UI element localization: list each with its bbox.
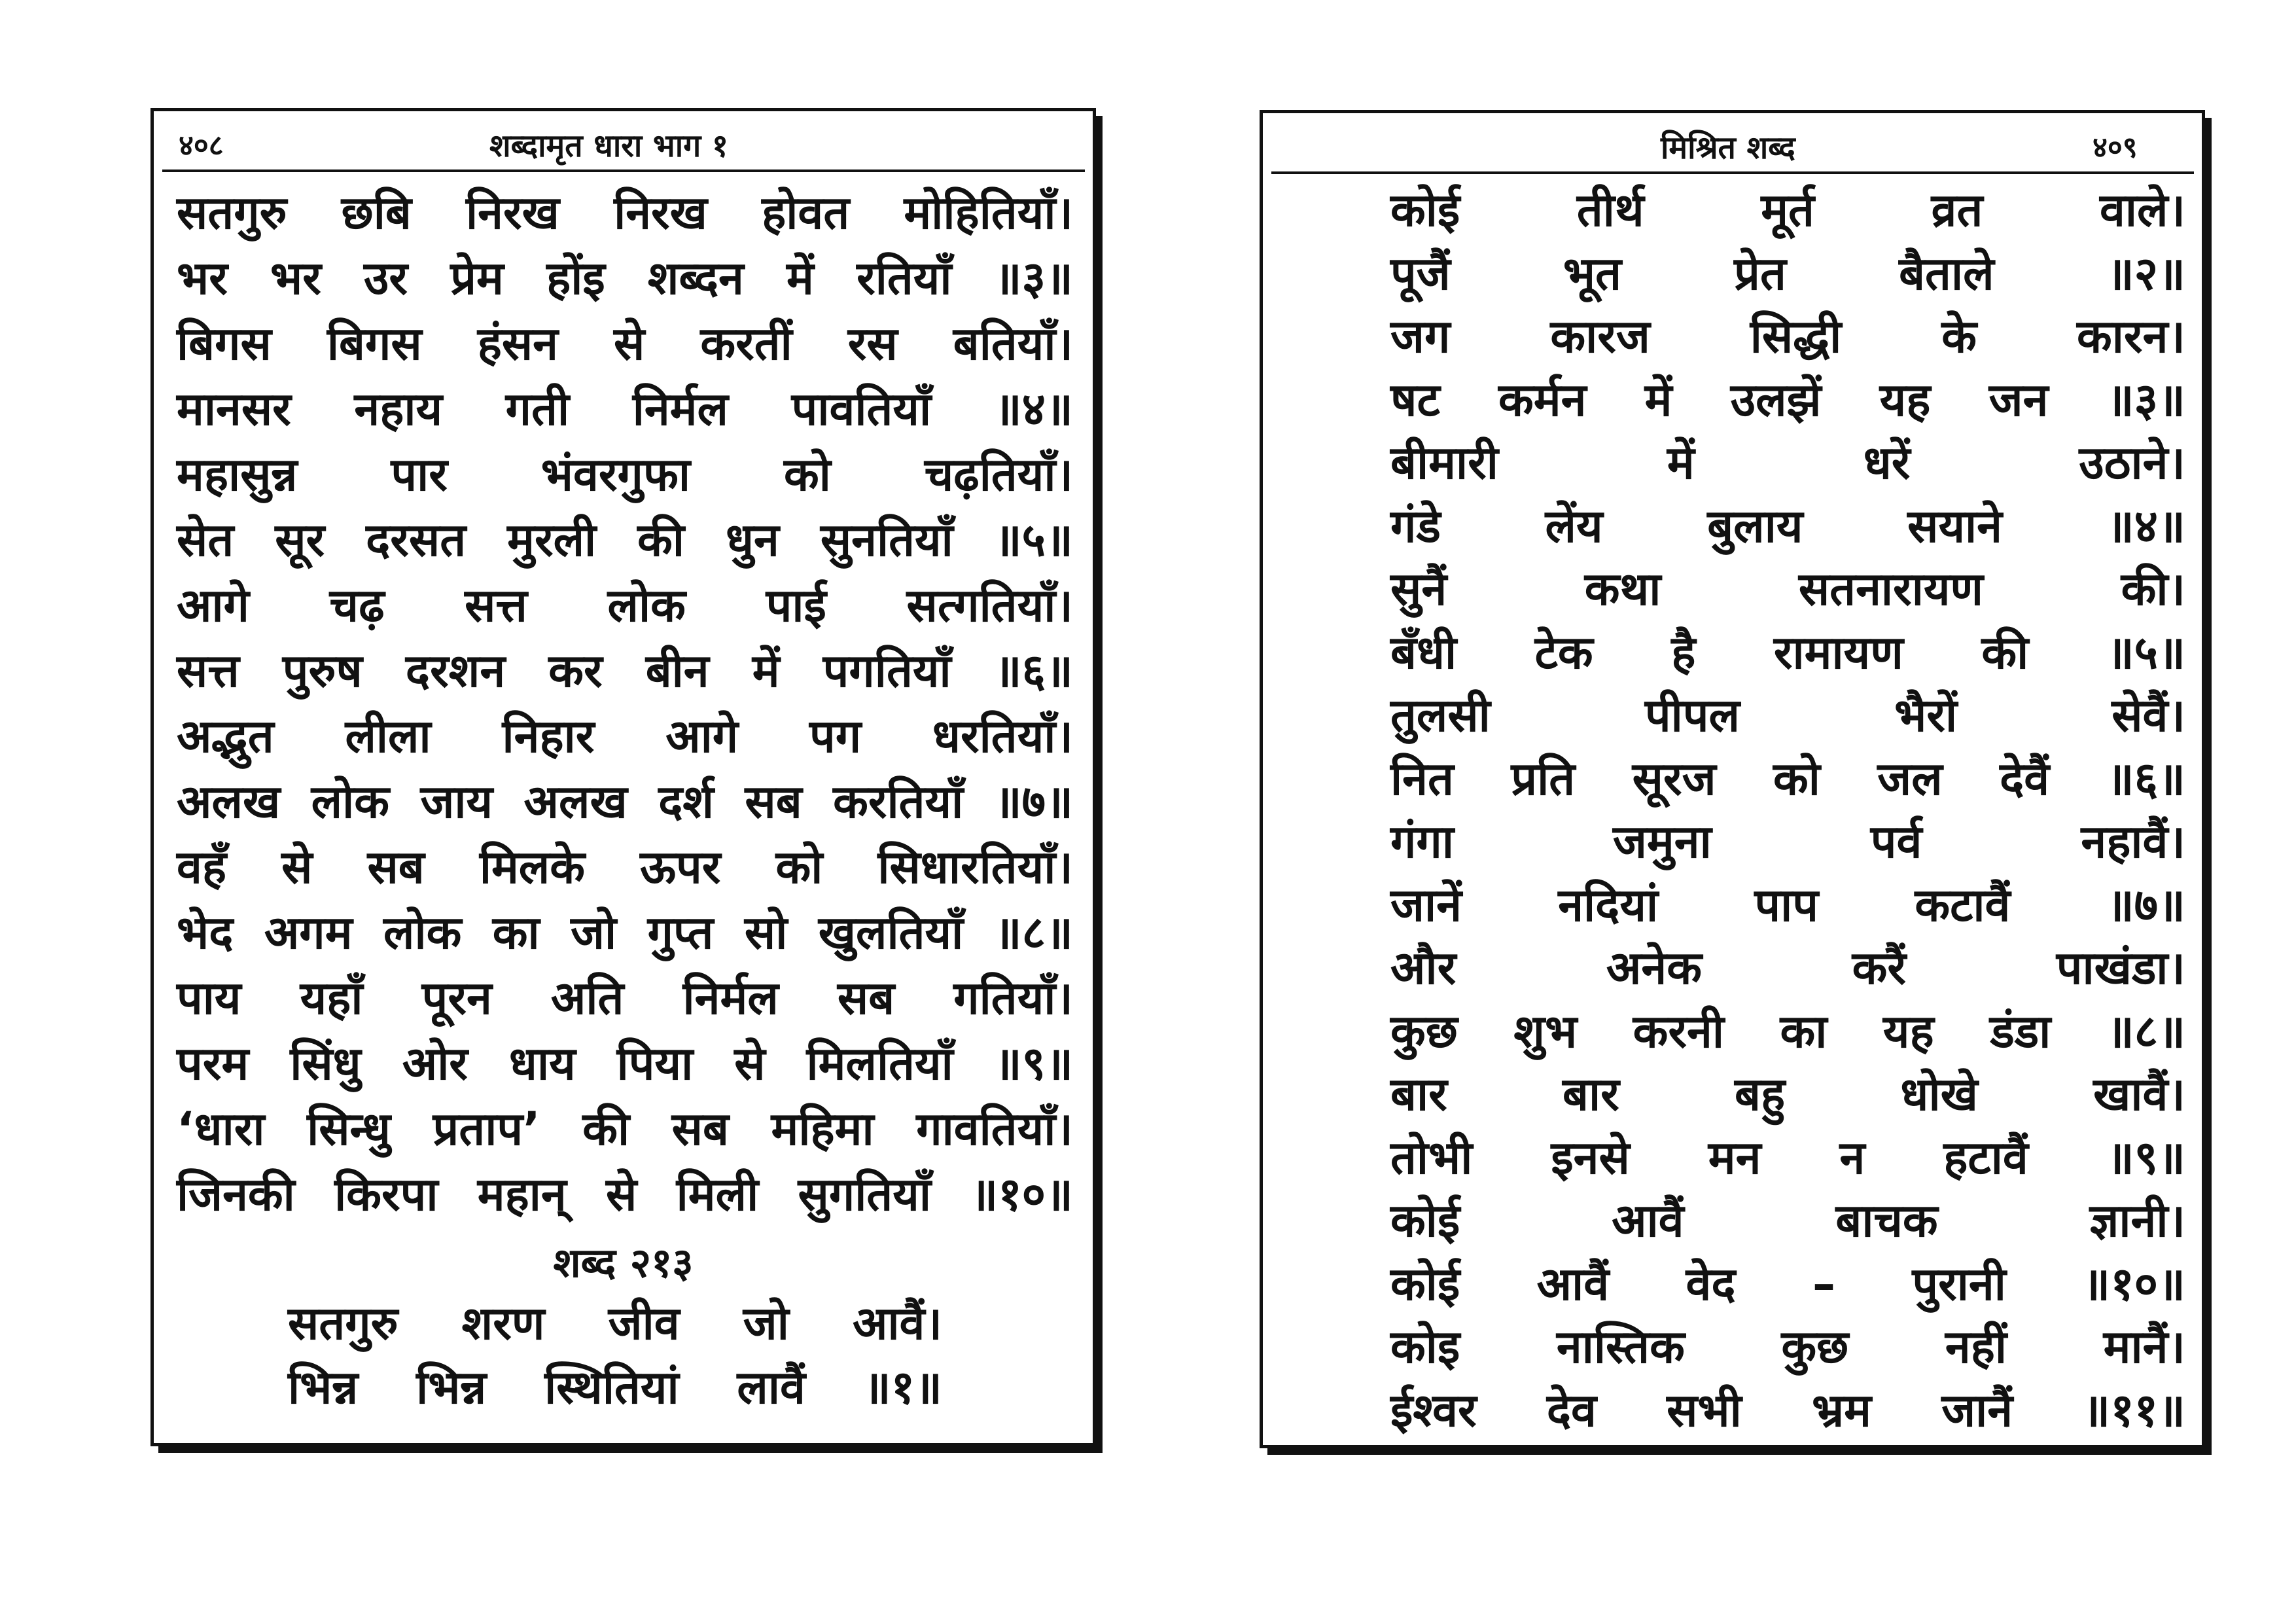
verse-word: आगे [665,709,739,763]
verse-word: भूत [1563,246,1621,300]
verse-word: यह [1879,372,1931,427]
verse-line [1390,1002,2185,1061]
verse-word: जमुना [1612,815,1712,868]
verse-word: जल [1877,751,1943,806]
verse-word: पाय [177,971,241,1025]
right-running-title: मिश्रित शब्द [1661,130,1795,166]
verse-word: पाई [766,579,826,632]
verse-word: कुछ [1781,1320,1849,1374]
verse-word: डंडा [1990,1004,2051,1058]
verse-word: को [1773,751,1820,806]
left-page [150,108,1103,1453]
verse-line [1390,686,2185,745]
verse-word: पाखंडा। [2056,941,2185,995]
verse-word: अगम [264,906,353,959]
verse-word: तुलसी [1390,688,1491,742]
verse-word: जिनकी [177,1168,295,1221]
verse-line [1390,560,2185,618]
verse-line [1390,1128,2185,1187]
verse-word: ॥१॥ [863,1361,942,1414]
verse-word: पुरानी [1912,1257,2006,1311]
left-page-shadow-right [1096,116,1103,1453]
verse-word: लेंय [1545,499,1603,553]
verse-word: भर [177,251,228,305]
verse-line [1390,876,2185,935]
verse-word: करतियाँ [833,775,964,829]
verse-line [1390,433,2185,492]
verse-word: बीमारी [1390,436,1498,490]
verse-word: हटावैं [1943,1130,2028,1185]
verse-word: ॥११॥ [2083,1383,2185,1437]
verse-word: ॥६॥ [2106,751,2185,806]
verse-word: खुलतियाँ [818,906,964,959]
verse-word: मानैं। [2103,1320,2185,1374]
verse-word: ॥३॥ [2106,372,2185,427]
verse-word: सत्त [465,579,527,632]
verse-word: की। [2121,562,2185,616]
verse-line [1390,812,2185,871]
verse-word: सब [367,840,425,894]
verse-word: ‘धारा [177,1102,265,1156]
verse-word: अनेक [1606,941,1702,995]
left-running-title: शब्दामृत धारा भाग १ [489,128,728,164]
verse-word: भिन्न [288,1361,359,1414]
verse-word: आवैं [1612,1194,1684,1247]
verse-word: पाप [1754,878,1819,932]
verse-word: टेक [1534,625,1593,679]
verse-word: भेद [177,906,234,959]
verse-word: की [1981,625,2029,679]
verse-word: यहाँ [300,971,363,1025]
verse-word: दरसत [366,513,467,567]
verse-word: लोक [607,579,686,632]
verse-word: में [1644,372,1672,427]
verse-word: सिन्धु [307,1102,391,1156]
verse-word: किरपा [334,1168,438,1221]
verse-word: ॥४॥ [994,382,1073,436]
verse-word: गंडे [1390,499,1441,553]
verse-line [177,1099,1073,1158]
verse-word: नहावैं। [2081,815,2185,868]
verse-word: निर्मल [632,382,728,436]
left-page-header [162,120,1085,172]
verse-word: महासुन्न [177,448,298,501]
verse-word: कटावैं [1915,878,2011,932]
verse-word: जो [571,906,617,959]
verse-word: ॥३॥ [994,251,1073,305]
verse-word: ॥७॥ [2106,878,2185,932]
verse-word: ॥८॥ [994,906,1073,959]
verse-word: पार [391,448,448,501]
verse-word: से [734,1037,766,1090]
verse-word: लोक [383,906,462,959]
verse-word: बँधी [1390,625,1457,679]
verse-word: ऊपर [640,840,721,894]
verse-line [177,903,1073,962]
verse-word: सतगुरु [177,186,287,240]
verse-word: दरशन [405,644,506,698]
verse-word: भंवरगुफा [540,448,691,501]
verse-line [288,1358,942,1417]
verse-line [1390,623,2185,682]
verse-line [177,969,1073,1027]
verse-word: ॥८॥ [2106,1004,2185,1058]
verse-word: धुन [725,513,779,567]
verse-word: भ्रम [1811,1383,1872,1437]
verse-word: होवत [762,186,850,240]
verse-word: नहीं [1945,1320,2007,1374]
verse-word: शरण [461,1296,545,1350]
verse-word: निरख [614,186,707,240]
verse-word: रतियाँ [857,251,952,305]
verse-word: मुरली [507,513,597,567]
verse-word: सिधारतियाँ। [877,840,1073,894]
verse-line [1390,244,2185,303]
verse-line [177,576,1073,635]
verse-word: आवैं। [852,1296,942,1350]
verse-word: शुभ [1513,1004,1578,1058]
verse-word: अद्भुत [177,709,274,763]
verse-word: रस [847,317,898,370]
verse-word: पग [809,709,862,763]
verse-word: होंइ [546,251,605,305]
verse-word: धरें [1863,436,1911,490]
verse-word: पीपल [1644,688,1740,742]
verse-word: करैं [1852,941,1907,995]
verse-word: और [1390,941,1457,995]
verse-word: ॥५॥ [2106,625,2185,679]
verse-word: दर्श [658,775,714,829]
verse-word: की [637,513,685,567]
verse-word: गती [505,382,570,436]
verse-word: तोभी [1390,1130,1473,1185]
verse-word: पावतियाँ [791,382,932,436]
verse-line [177,380,1073,438]
verse-word: ज्ञानी। [2089,1194,2185,1247]
verse-word: भर [270,251,321,305]
verse-word: सतगुरु [288,1296,398,1350]
verse-line [177,772,1073,831]
verse-word: करतीं [700,317,792,370]
verse-word: करनी [1633,1004,1725,1058]
verse-word: ॥९॥ [2106,1130,2185,1185]
verse-word: षट [1390,372,1440,427]
verse-word: की [582,1102,630,1156]
verse-word: भिन्न [416,1361,487,1414]
verse-word: मिलतियाँ [806,1037,953,1090]
verse-word: जीव [608,1296,680,1350]
verse-line [288,1294,942,1353]
verse-word: कर्मन [1498,372,1587,427]
verse-word: सुनतियाँ [820,513,953,567]
verse-word: कोई [1390,1257,1460,1311]
verse-word: अलख [177,775,281,829]
verse-word: सो [744,906,788,959]
verse-word: लीला [345,709,431,763]
verse-word: का [1780,1004,1828,1058]
verse-word: पुरुष [282,644,362,698]
verse-word: नित [1390,751,1454,806]
verse-word: बार [1563,1067,1619,1121]
verse-word: इनसे [1551,1130,1630,1185]
verse-word: उलझें [1730,372,1822,427]
verse-word: में [1667,436,1695,490]
verse-word: गंगा [1390,815,1454,868]
verse-word: ॥१०॥ [2083,1257,2185,1311]
verse-word: गतियाँ। [953,971,1073,1025]
verse-word: वहँ [177,840,227,894]
verse-word: निरख [466,186,559,240]
left-page-number: ४०८ [179,129,224,162]
verse-word: देव [1546,1383,1597,1437]
verse-word: पूरन [421,971,492,1025]
verse-word: प्रति [1511,751,1576,806]
verse-word: सूरज [1632,751,1716,806]
verse-word: हंसन [477,317,559,370]
verse-word: को [775,840,823,894]
verse-word: भैरों [1894,688,1958,742]
verse-word: के [1941,310,1977,363]
verse-word: आवैं [1536,1257,1610,1311]
verse-word: जग [1390,310,1451,363]
verse-line [1390,749,2185,808]
verse-word: नदियां [1558,878,1659,932]
verse-word: पगतियाँ [822,644,951,698]
verse-word: अति [550,971,624,1025]
verse-word: कारज [1550,310,1650,363]
verse-word: बार [1390,1067,1447,1121]
verse-word: सूर [275,513,325,567]
verse-word: कोई [1390,183,1460,237]
verse-word: चढ़तियाँ। [924,448,1073,501]
verse-word: से [614,317,645,370]
verse-word: जो [743,1296,789,1350]
verse-word: मानसर [177,382,291,436]
verse-word: मिलके [479,840,586,894]
verse-word: तीर्थ [1576,183,1644,237]
right-page-header [1271,122,2194,174]
verse-word: पर्व [1870,815,1922,868]
verse-word: जाय [420,775,493,829]
verse-word: सिंधु [290,1037,361,1090]
verse-word: मूर्त [1761,183,1814,237]
verse-word: पिया [616,1037,694,1090]
verse-word: सत्त [177,644,239,698]
verse-word: मन [1708,1130,1761,1185]
verse-word: देवैं [2000,751,2050,806]
verse-word: ईश्वर [1390,1383,1477,1437]
verse-line [1390,497,2185,556]
verse-word: वेद [1686,1257,1736,1311]
verse-word: उठाने। [2079,436,2185,490]
verse-word: धाय [508,1037,576,1090]
verse-word: बहु [1735,1067,1786,1121]
verse-line [1390,1255,2185,1313]
verse-word: कोइ [1390,1320,1460,1374]
verse-line [177,249,1073,308]
verse-word: निर्मल [682,971,779,1025]
verse-word: कर [548,644,603,698]
verse-word: महिमा [771,1102,874,1156]
verse-word: कोई [1390,1194,1460,1247]
verse-word: धोखे [1900,1067,1978,1121]
verse-line [177,641,1073,700]
verse-word: न [1839,1130,1865,1185]
verse-line [1390,1381,2185,1440]
verse-word: धरतियाँ। [932,709,1073,763]
verse-word: गावतियाँ। [916,1102,1073,1156]
verse-word: को [784,448,831,501]
verse-word: सभी [1667,1383,1742,1437]
verse-line [1390,307,2185,366]
verse-line [1390,181,2185,240]
verse-word: जन [1988,372,2049,427]
verse-line [177,510,1073,569]
verse-word: निहार [502,709,595,763]
verse-word: जानें [1390,878,1462,932]
verse-word: सुनैं [1390,562,1447,616]
verse-word: सयाने [1907,499,2003,553]
verse-word: का [492,906,540,959]
verse-word: से [281,840,313,894]
verse-word: – [1812,1257,1835,1311]
verse-word: सब [671,1102,729,1156]
verse-line [177,1034,1073,1093]
verse-line [177,838,1073,897]
verse-word: कथा [1584,562,1661,616]
verse-word: जानैं [1941,1383,2013,1437]
verse-word: रामायण [1773,625,1903,679]
verse-word: सेवैं। [2111,688,2185,742]
verse-word: नहाय [354,382,443,436]
verse-word: सुगतियाँ [798,1168,931,1221]
verse-word: सिद्धी [1750,310,1842,363]
verse-word: बाचक [1835,1194,1938,1247]
verse-line [1390,938,2185,997]
right-page-shadow-bottom [1267,1448,2212,1455]
verse-word: ॥१०॥ [970,1168,1073,1221]
verse-word: कारन। [2077,310,2185,363]
right-page-shadow-right [2205,118,2212,1455]
verse-line [177,1165,1073,1224]
verse-word: ओर [402,1037,468,1090]
verse-line [177,183,1073,242]
verse-word: में [786,251,814,305]
verse-word: आगे [177,579,249,632]
verse-line [1390,1191,2185,1250]
verse-word: ॥४॥ [2106,499,2185,553]
verse-word: लोक [311,775,389,829]
verse-line [1390,370,2185,429]
verse-line [1390,1065,2185,1124]
verse-word: चढ़ [329,579,385,632]
verse-word: में [752,644,780,698]
verse-word: खावैं। [2093,1067,2185,1121]
verse-word: महान् [477,1168,567,1221]
verse-word: गुप्त [647,906,714,959]
verse-word: प्रताप’ [433,1102,540,1156]
verse-word: अलख [523,775,627,829]
verse-word: ॥९॥ [994,1037,1073,1090]
verse-word: सब [837,971,895,1025]
verse-word: लावैं [737,1361,805,1414]
verse-word: स्थितियां [544,1361,679,1414]
verse-word: सतनारायण [1798,562,1984,616]
verse-word: बुलाय [1707,499,1803,553]
verse-word: सेत [177,513,234,567]
shabd-heading: शब्द २१३ [553,1239,694,1287]
verse-word: शब्दन [647,251,744,305]
verse-word: वाले। [2099,183,2185,237]
verse-line [177,314,1073,373]
verse-word: मिली [676,1168,759,1221]
right-page-number: ४०९ [2093,131,2138,164]
verse-word: उर [364,251,408,305]
verse-word: बतियाँ। [953,317,1073,370]
verse-word: यह [1882,1004,1934,1058]
left-page-shadow-bottom [158,1446,1103,1453]
verse-line [177,707,1073,766]
verse-line [177,445,1073,504]
right-page [1260,110,2212,1455]
verse-word: बीन [645,644,709,698]
verse-word: ॥५॥ [994,513,1073,567]
verse-word: परम [177,1037,249,1090]
verse-word: ॥६॥ [994,644,1073,698]
verse-word: ॥२॥ [2106,246,2185,300]
verse-word: नास्तिक [1556,1320,1685,1374]
verse-word: प्रेत [1734,246,1786,300]
verse-word: प्रेम [450,251,504,305]
verse-word: बिगस [327,317,422,370]
verse-word: सत्गतियाँ। [906,579,1073,632]
verse-word: छबि [341,186,412,240]
verse-word: ॥७॥ [994,775,1073,829]
verse-word: से [606,1168,637,1221]
verse-word: कुछ [1390,1004,1458,1058]
verse-word: है [1671,625,1696,679]
verse-word: पूजैं [1390,246,1451,300]
verse-word: सब [745,775,802,829]
verse-word: व्रत [1931,183,1983,237]
verse-word: बैताले [1899,246,1994,300]
verse-word: बिगस [177,317,272,370]
verse-line [1390,1317,2185,1376]
verse-word: मोहितियाँ। [904,186,1073,240]
